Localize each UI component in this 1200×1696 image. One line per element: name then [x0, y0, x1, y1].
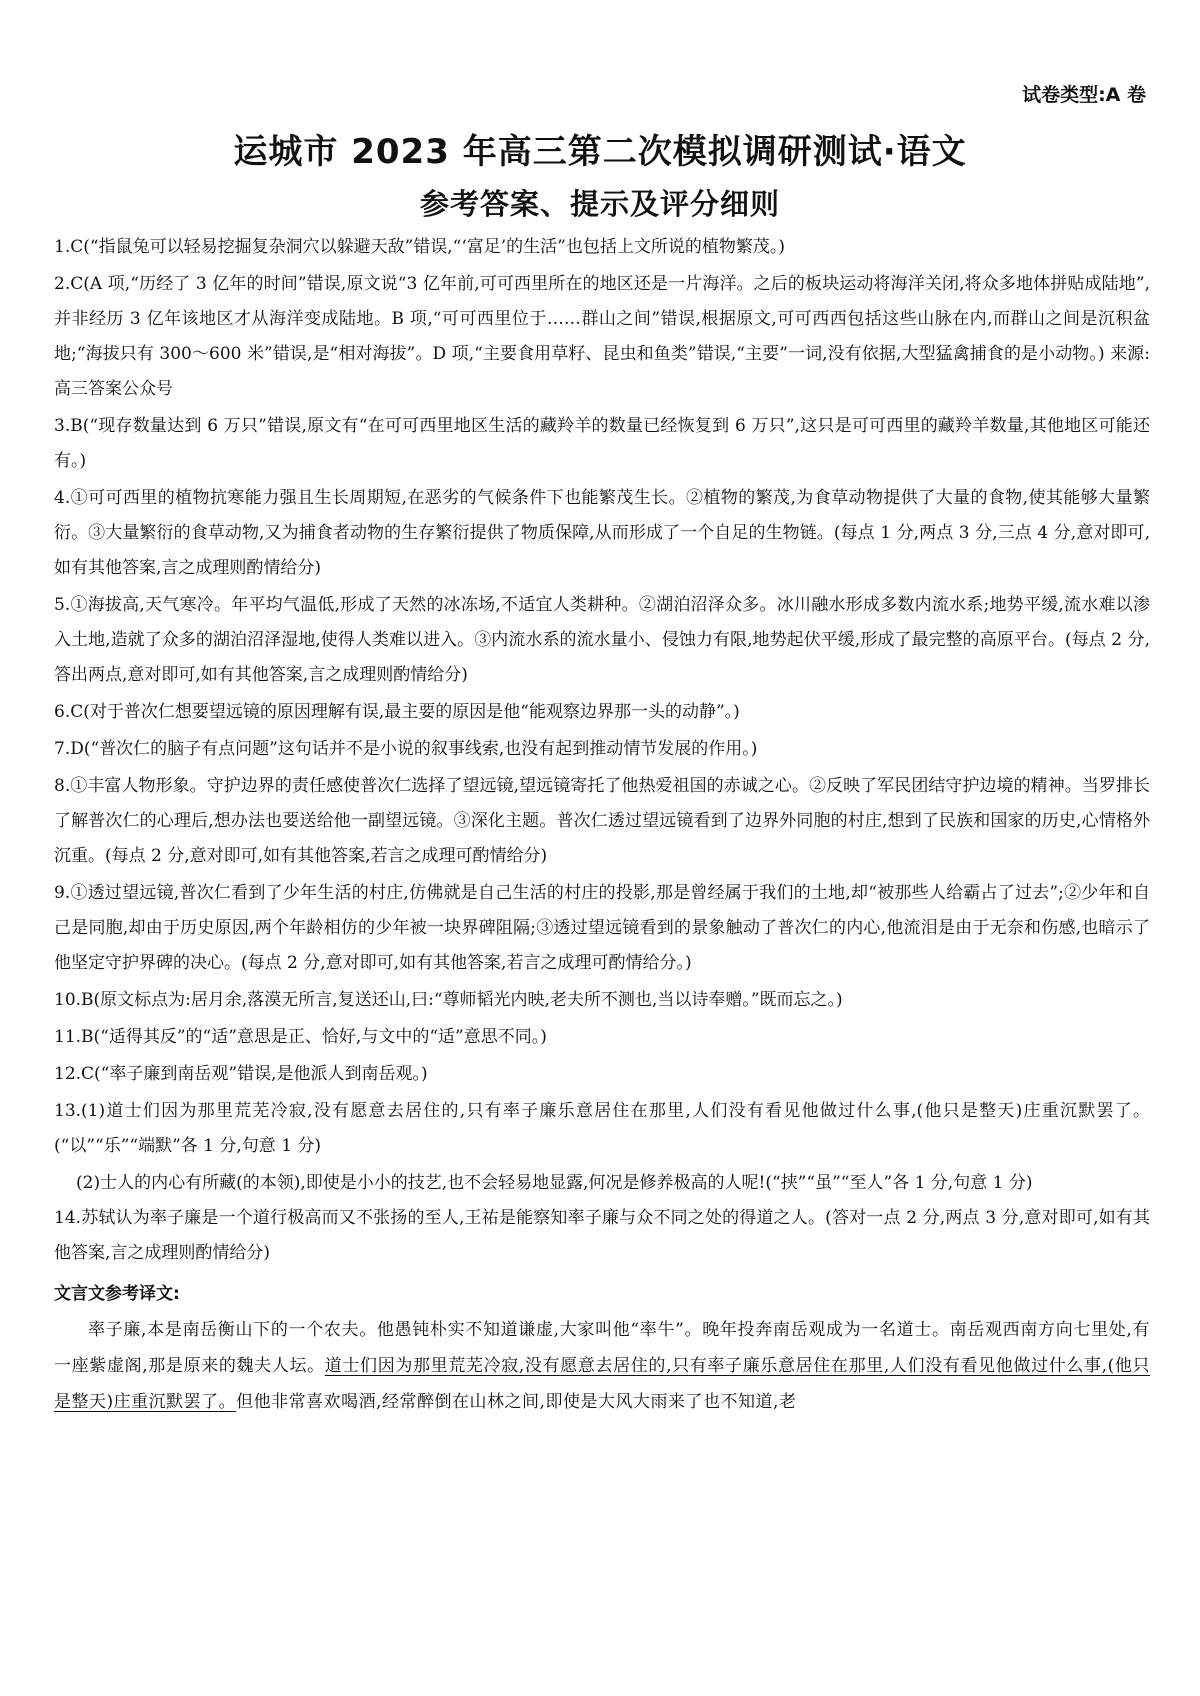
- translation-text-underlined: 道士们因为那里荒芜冷寂,没有愿意去居住的,只有率子廉乐意居住在那里,人们没有看见他做过什么事,(他只是整天)庄重沉默罢了。: [54, 1356, 1151, 1412]
- answer-item: [54, 1020, 1150, 1055]
- answer-text: C(“指鼠兔可以轻易挖掘复杂洞穴以躲避天敌”错误,“‘富足’的生活”也包括上文所说的植物繁茂。): [70, 237, 785, 257]
- answer-number: 14.: [54, 1208, 82, 1228]
- answer-text: B(“适得其反”的“适”意思是正、恰好,与文中的“适”意思不同。): [81, 1027, 547, 1047]
- answer-number: 3.: [54, 416, 71, 436]
- answer-text: ①可可西里的植物抗寒能力强且生长周期短,在恶劣的气候条件下也能繁茂生长。②植物的繁茂,为食草动物提供了大量的食物,使其能够大量繁衍。③大量繁衍的食草动物,又为捕食者动物的生存繁衍提供了物质保障,从而形成了一个自足的生物链。(每点 1 分,两点 3 分,三点 4 分,意对即可,如有其他答案,言之成理则酌情给分): [54, 488, 1150, 578]
- answer-item: [54, 769, 1150, 874]
- answer-number: 11.: [54, 1027, 82, 1047]
- answer-number: 2.: [54, 274, 71, 294]
- answer-item: [54, 409, 1150, 479]
- answer-item: [54, 588, 1150, 693]
- answer-number: 4.: [54, 488, 71, 508]
- answer-13-part1: (1)道士们因为那里荒芜冷寂,没有愿意去居住的,只有率子廉乐意居住在那里,人们没有看见他做过什么事,(他只是整天)庄重沉默罢了。(“以”“乐”“端默”各 1 分,句意 1 分): [54, 1101, 1150, 1156]
- answer-text: D(“普次仁的脑子有点问题”这句话并不是小说的叙事线索,也没有起到推动情节发展的作用。): [70, 739, 758, 759]
- answer-13-part2: (2)士人的内心有所藏(的本领),即使是小小的技艺,也不会轻易地显露,何况是修养极高的人呢!(“挟”“虽”“至人”各 1 分,句意 1 分): [76, 1173, 1033, 1193]
- translation-text: [54, 1312, 1150, 1420]
- answer-item: [54, 1057, 1150, 1092]
- translation-heading: 文言文参考译文:: [54, 1284, 180, 1304]
- answer-number: 5.: [54, 595, 71, 615]
- answer-item: [54, 230, 1150, 265]
- answer-text: ①透过望远镜,普次仁看到了少年生活的村庄,仿佛就是自己生活的村庄的投影,那是曾经属于我们的土地,却“被那些人给霸占了过去”;②少年和自己是同胞,却由于历史原因,两个年龄相仿的少年被一块界碑阻隔;③透过望远镜看到的景象触动了普次仁的内心,他流泪是由于无奈和伤感,也暗示了他坚定守护界碑的决心。(每点 2 分,意对即可,如有其他答案,若言之成理可酌情给分。): [54, 883, 1150, 973]
- answer-item: [54, 267, 1150, 407]
- answer-number: 9.: [54, 883, 71, 903]
- answer-number: 7.: [54, 739, 71, 759]
- answer-item: [54, 481, 1150, 586]
- answer-number: 6.: [54, 702, 71, 722]
- answer-text: B(原文标点为:居月余,落漠无所言,复送还山,曰:“尊师韬光内映,老夫所不测也,当以诗奉赠。”既而忘之。): [81, 990, 843, 1010]
- answer-number: 12.: [54, 1064, 82, 1084]
- answer-item-13: [54, 1094, 1150, 1164]
- exam-type-label: 试卷类型:A 卷: [1022, 84, 1146, 106]
- answer-number: 1.: [54, 237, 71, 257]
- answer-item: [54, 983, 1150, 1018]
- page-title: 运城市 2023 年高三第二次模拟调研测试·语文: [233, 132, 967, 172]
- answer-item: [54, 732, 1150, 767]
- translation-text-before: 率子廉,本是南岳衡山下的一个农夫。他愚钝朴实不知道谦虚,大家叫他“率牛”。晚年投奔南岳观成为一名道士。南岳观西南方向七里处,有一座紫虚阁,那是原来的魏夫人坛。: [54, 1320, 1150, 1376]
- answers-content: [54, 230, 1150, 1420]
- answer-text: B(“现存数量达到 6 万只”错误,原文有“在可可西里地区生活的藏羚羊的数量已经恢复到 6 万只”,这只是可可西里的藏羚羊数量,其他地区可能还有。): [54, 416, 1150, 471]
- answer-text: C(A 项,“历经了 3 亿年的时间”错误,原文说“3 亿年前,可可西里所在的地区还是一片海洋。之后的板块运动将海洋关闭,将众多地体拼贴成陆地”,并非经历 3 亿年该地区才从海洋变成陆地。B 项,“可可西里位于……群山之间”错误,根据原文,可可西西包括这些山脉在内,而群山之间是沉积盆地;“海拔只有 300～600 米”错误,是“相对海拔”。D 项,“主要食用草籽、昆虫和鱼类”错误,“主要”一词,没有依据,大型猛禽捕食的是小动物。) 来源: 高三答案公众号: [54, 274, 1150, 399]
- answer-item: [54, 876, 1150, 981]
- answers-list: [54, 230, 1150, 1092]
- answer-text: C(“率子廉到南岳观”错误,是他派人到南岳观。): [81, 1064, 428, 1084]
- answer-text: ①海拔高,天气寒冷。年平均气温低,形成了天然的冰冻场,不适宜人类耕种。②湖泊沼泽众多。冰川融水形成多数内流水系;地势平缓,流水难以渗入土地,造就了众多的湖泊沼泽湿地,使得人类难以进入。③内流水系的流水量小、侵蚀力有限,地势起伏平缓,形成了最完整的高原平台。(每点 2 分,答出两点,意对即可,如有其他答案,言之成理则酌情给分): [54, 595, 1150, 685]
- answer-item: [54, 695, 1150, 730]
- translation-text-after: 但他非常喜欢喝酒,经常醉倒在山林之间,即使是大风大雨来了也不知道,老: [236, 1392, 797, 1412]
- answer-14-text: 苏轼认为率子廉是一个道行极高而又不张扬的至人,王祐是能察知率子廉与众不同之处的得道之人。(答对一点 2 分,两点 3 分,意对即可,如有其他答案,言之成理则酌情给分): [54, 1208, 1150, 1263]
- answer-text: ①丰富人物形象。守护边界的责任感使普次仁选择了望远镜,望远镜寄托了他热爱祖国的赤诚之心。②反映了军民团结守护边境的精神。当罗排长了解普次仁的心理后,想办法也要送给他一副望远镜。③深化主题。普次仁透过望远镜看到了边界外同胞的村庄,想到了民族和国家的历史,心情格外沉重。(每点 2 分,意对即可,如有其他答案,若言之成理可酌情给分): [54, 776, 1150, 866]
- answer-item-14: [54, 1201, 1150, 1271]
- page-subtitle: 参考答案、提示及评分细则: [419, 187, 780, 221]
- answer-number: 13.: [54, 1101, 82, 1121]
- answer-text: C(对于普次仁想要望远镜的原因理解有误,最主要的原因是他“能观察边界那一头的动静”。): [70, 702, 740, 722]
- answer-number: 8.: [54, 776, 71, 796]
- answer-number: 10.: [54, 990, 82, 1010]
